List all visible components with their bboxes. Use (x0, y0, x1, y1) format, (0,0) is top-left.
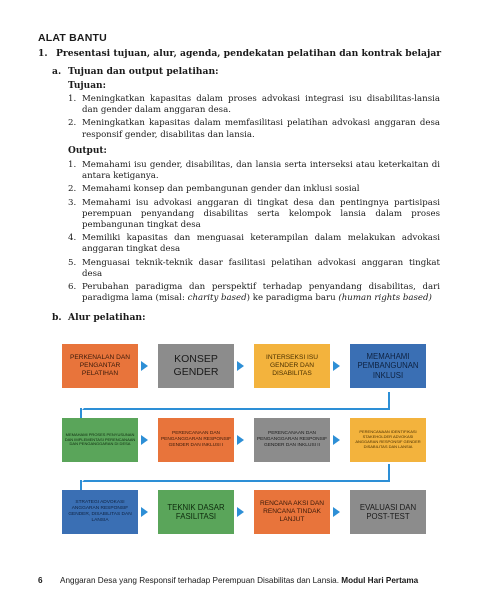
tujuan-list (68, 94, 440, 143)
output-label: Output: (68, 146, 107, 156)
tujuan-label: Tujuan: (68, 81, 106, 91)
subsection-b-heading (52, 312, 146, 323)
flow-box-stakeholder: PERENCANAAN IDENTIFIKASI STAKEHOLDER ADVOKASI ANGGARAN RESPONSIF GENDER DISABILITAS DAN LANSIA (350, 418, 426, 462)
arrow-right-icon (237, 507, 244, 517)
list-item: 5. Menguasai teknik-teknik dasar fasilitasi pelatihan advokasi anggaran tingkat desa (68, 257, 440, 279)
arrow-right-icon (333, 435, 340, 445)
flow-box-rencana-aksi: RENCANA AKSI DAN RENCANA TINDAK LANJUT (254, 490, 330, 534)
subsection-b-title: Alur pelatihan: (68, 312, 146, 323)
output-list (68, 160, 440, 306)
training-flow-diagram (60, 340, 440, 540)
flow-box-strategi-advokasi: STRATEGI ADVOKASI ANGGARAN RESPONSIF GENDER, DISABILITAS DAN LANSIA (62, 490, 138, 534)
list-item: 4. Memiliki kapasitas dan menguasai keterampilan dalam melakukan advokasi anggaran tingkat desa (68, 233, 440, 255)
subsection-a-title: Tujuan dan output pelatihan: (68, 66, 219, 77)
flow-box-perencanaan-2: PERENCANAAN DAN PENGANGGARAN RESPONSIF GENDER DAN INKLUSI II (254, 418, 330, 462)
arrow-right-icon (237, 435, 244, 445)
arrow-right-icon (333, 361, 340, 371)
flow-connector-1-drop (80, 408, 82, 418)
subsection-b-letter: b. (52, 312, 62, 323)
flow-box-perkenalan: PERKENALAN DAN PENGANTAR PELATIHAN (62, 344, 138, 388)
page-heading: ALAT BANTU (38, 32, 107, 44)
flow-box-evaluasi: EVALUASI DAN POST-TEST (350, 490, 426, 534)
page-footer (38, 576, 418, 585)
footer-module: Modul Hari Pertama (341, 576, 419, 585)
list-item: 1. Memahami isu gender, disabilitas, dan lansia serta interseksi atau keterkaitan di antara ketiganya. (68, 160, 440, 182)
flow-connector-2-drop (80, 480, 82, 490)
flow-box-interseksi: INTERSEKSI ISU GENDER DAN DISABILITAS (254, 344, 330, 388)
arrow-right-icon (141, 361, 148, 371)
flow-box-pembangunan-inklusi: MEMAHAMI PEMBANGUNAN INKLUSI (350, 344, 426, 388)
arrow-right-icon (237, 361, 244, 371)
flow-box-konsep-gender: KONSEP GENDER (158, 344, 234, 388)
page-number: 6 (38, 576, 43, 585)
arrow-right-icon (333, 507, 340, 517)
flow-box-perencanaan-1: PERENCANAAN DAN PENGANGGARAN RESPONSIF GENDER DAN INKLUSI I (158, 418, 234, 462)
flow-box-teknik-fasilitasi: TEKNIK DASAR FASILITASI (158, 490, 234, 534)
arrow-right-icon (141, 507, 148, 517)
flow-connector-1 (82, 392, 390, 410)
flow-box-proses-penyusunan: MEMAHAMI PROSES PENYUSUNAN DAN IMPLEMENTASI PERENCANAAN DAN PENGANGGARAN DI DESA (62, 418, 138, 462)
flow-connector-2 (82, 464, 390, 482)
section-1-heading (38, 48, 441, 59)
subsection-a-letter: a. (52, 66, 62, 77)
subsection-a-heading (52, 66, 219, 77)
section-1-title: Presentasi tujuan, alur, agenda, pendekatan pelatihan dan kontrak belajar (56, 48, 442, 59)
list-item: 2. Meningkatkan kapasitas dalam memfasilitasi pelatihan advokasi anggaran desa responsif gender, disabilitas dan lansia. (68, 118, 440, 140)
arrow-right-icon (141, 435, 148, 445)
footer-text: Anggaran Desa yang Responsif terhadap Perempuan Disabilitas dan Lansia. (60, 576, 342, 585)
list-item: 3. Memahami isu advokasi anggaran di tingkat desa dan pentingnya partisipasi perempuan penyandang disabilitas serta kelompok lansia dalam proses pembangunan tingkat desa (68, 197, 440, 231)
list-item: 2. Memahami konsep dan pembangunan gender dan inklusi sosial (68, 184, 360, 195)
list-item: 6. Perubahan paradigma dan perspektif terhadap penyandang disabilitas, dari paradigma lama (misal: charity based) ke paradigma baru (human rights based) (68, 282, 440, 304)
list-item: 1. Meningkatkan kapasitas dalam proses advokasi integrasi isu disabilitas-lansia dan gender dalam anggaran desa. (68, 94, 440, 116)
section-1-number: 1. (38, 48, 48, 59)
